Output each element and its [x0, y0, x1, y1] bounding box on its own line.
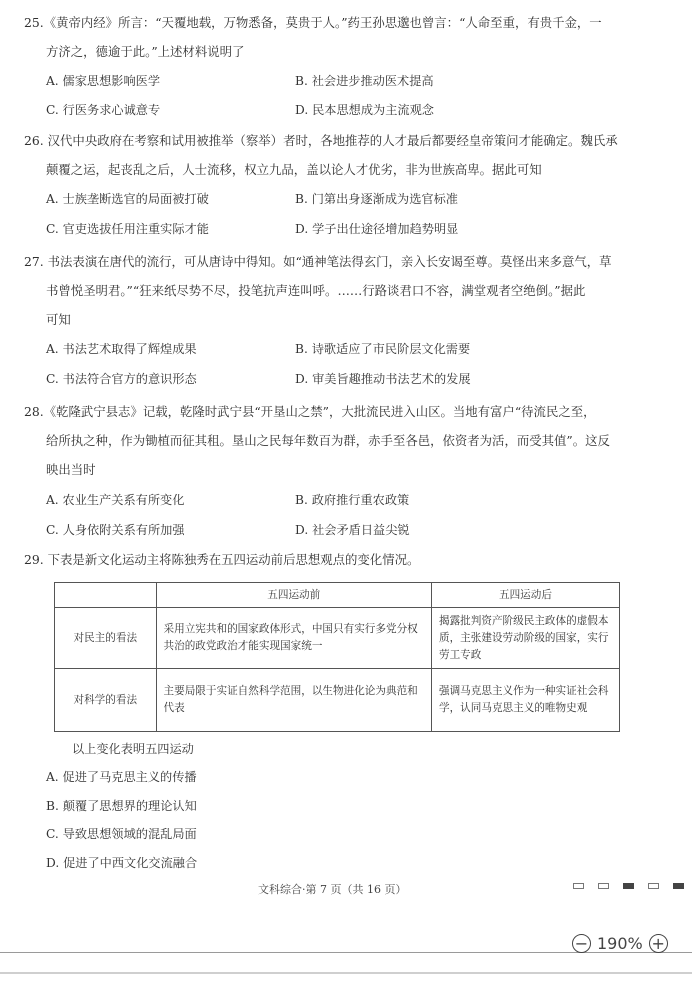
page-marks [573, 883, 684, 889]
page-mark [623, 883, 634, 889]
table-row [55, 669, 620, 732]
question-text: 可知 [46, 312, 71, 327]
option-d: D. 促进了中西文化交流融合 [46, 856, 198, 870]
table-header-cell: 五四运动后 [431, 583, 619, 608]
cell-before: 采用立宪共和的国家政体形式，中国只有实行多党分权共治的政党政治才能实现国家统一 [156, 608, 431, 669]
page-mark [648, 883, 659, 889]
option-c: C. 导致思想领域的混乱局面 [46, 827, 197, 841]
zoom-control [572, 934, 668, 953]
zoom-in-button[interactable] [649, 934, 668, 953]
question-text: 颠覆之运，起丧乱之后，人士流移，权立九品，盖以论人才优劣，非为世族高卑。据此可知 [46, 162, 542, 177]
page-mark [573, 883, 584, 889]
page-mark [673, 883, 684, 889]
option-b: B. 门第出身逐渐成为选官标准 [295, 192, 458, 206]
question-text: 方济之，德逾于此。”上述材料说明了 [46, 44, 245, 59]
table-header-cell: 五四运动前 [156, 583, 431, 608]
row-label: 对科学的看法 [55, 669, 157, 732]
table-header-row [55, 583, 620, 608]
option-b: B. 颠覆了思想界的理论认知 [46, 799, 197, 813]
option-c: C. 行医务求心诚意专 [46, 103, 161, 117]
question-text: 25.《黄帝内经》所言：“天覆地载，万物悉备，莫贵于人。”药王孙思邈也曾言：“人命至重，有贵千金，一 [24, 15, 602, 30]
zoom-level: 190% [597, 934, 643, 953]
option-a: A. 促进了马克思主义的传播 [46, 770, 197, 784]
question-text: 26. 汉代中央政府在考察和试用被推举（察举）者时，各地推荐的人才最后都要经皇帝策问才能确定。魏氏承 [24, 133, 618, 148]
cell-after: 揭露批判资产阶级民主政体的虚假本质，主张建设劳动阶级的国家，实行劳工专政 [431, 608, 619, 669]
option-d: D. 社会矛盾日益尖锐 [295, 523, 410, 537]
question-stem: 以上变化表明五四运动 [72, 742, 194, 756]
option-c: C. 官吏选拔任用注重实际才能 [46, 222, 209, 236]
option-d: D. 学子出仕途径增加趋势明显 [295, 222, 459, 236]
option-a: A. 儒家思想影响医学 [46, 74, 161, 88]
question-text: 书曾悦圣明君。”“狂来纸尽势不尽，投笔抗声连叫呼。……行路谈君口不容，满堂观者空绝倒。”据此 [46, 283, 586, 298]
question-text: 映出当时 [46, 462, 96, 477]
option-b: B. 政府推行重农政策 [295, 493, 410, 507]
cell-after: 强调马克思主义作为一种实证社会科学，认同马克思主义的唯物史观 [431, 669, 619, 732]
option-d: D. 民本思想成为主流观念 [295, 103, 434, 117]
question-text: 27. 书法表演在唐代的流行，可从唐诗中得知。如“通神笔法得玄门，亲入长安谒至尊。莫怪出来多意气，草 [24, 254, 612, 269]
row-label: 对民主的看法 [55, 608, 157, 669]
zoom-out-button[interactable] [572, 934, 591, 953]
option-a: A. 士族垄断选官的局面被打破 [46, 192, 209, 206]
option-a: A. 农业生产关系有所变化 [46, 493, 185, 507]
option-b: B. 诗歌适应了市民阶层文化需要 [295, 342, 471, 356]
table-row [55, 608, 620, 669]
minus-icon: − [574, 933, 589, 953]
plus-icon: + [651, 933, 665, 953]
comparison-table [54, 582, 620, 732]
option-b: B. 社会进步推动医术提高 [295, 74, 434, 88]
table-header-cell [55, 583, 157, 608]
option-c: C. 人身依附关系有所加强 [46, 523, 185, 537]
question-text: 29. 下表是新文化运动主将陈独秀在五四运动前后思想观点的变化情况。 [24, 552, 420, 567]
option-c: C. 书法符合官方的意识形态 [46, 372, 197, 386]
option-d: D. 审美旨趣推动书法艺术的发展 [295, 372, 471, 386]
question-text: 28.《乾隆武宁县志》记载，乾隆时武宁县“开垦山之禁”，大批流民进入山区。当地有富户“待流民之至， [24, 404, 596, 419]
question-text: 给所执之种，作为锄植而征其租。垦山之民每年数百为群，赤手至各邑，依资者为活，而受其值”。这反 [46, 433, 610, 448]
option-a: A. 书法艺术取得了辉煌成果 [46, 342, 197, 356]
divider [0, 972, 692, 974]
page-footer: 文科综合·第 7 页（共 16 页） [258, 883, 407, 896]
cell-before: 主要局限于实证自然科学范围，以生物进化论为典范和代表 [156, 669, 431, 732]
page-mark [598, 883, 609, 889]
